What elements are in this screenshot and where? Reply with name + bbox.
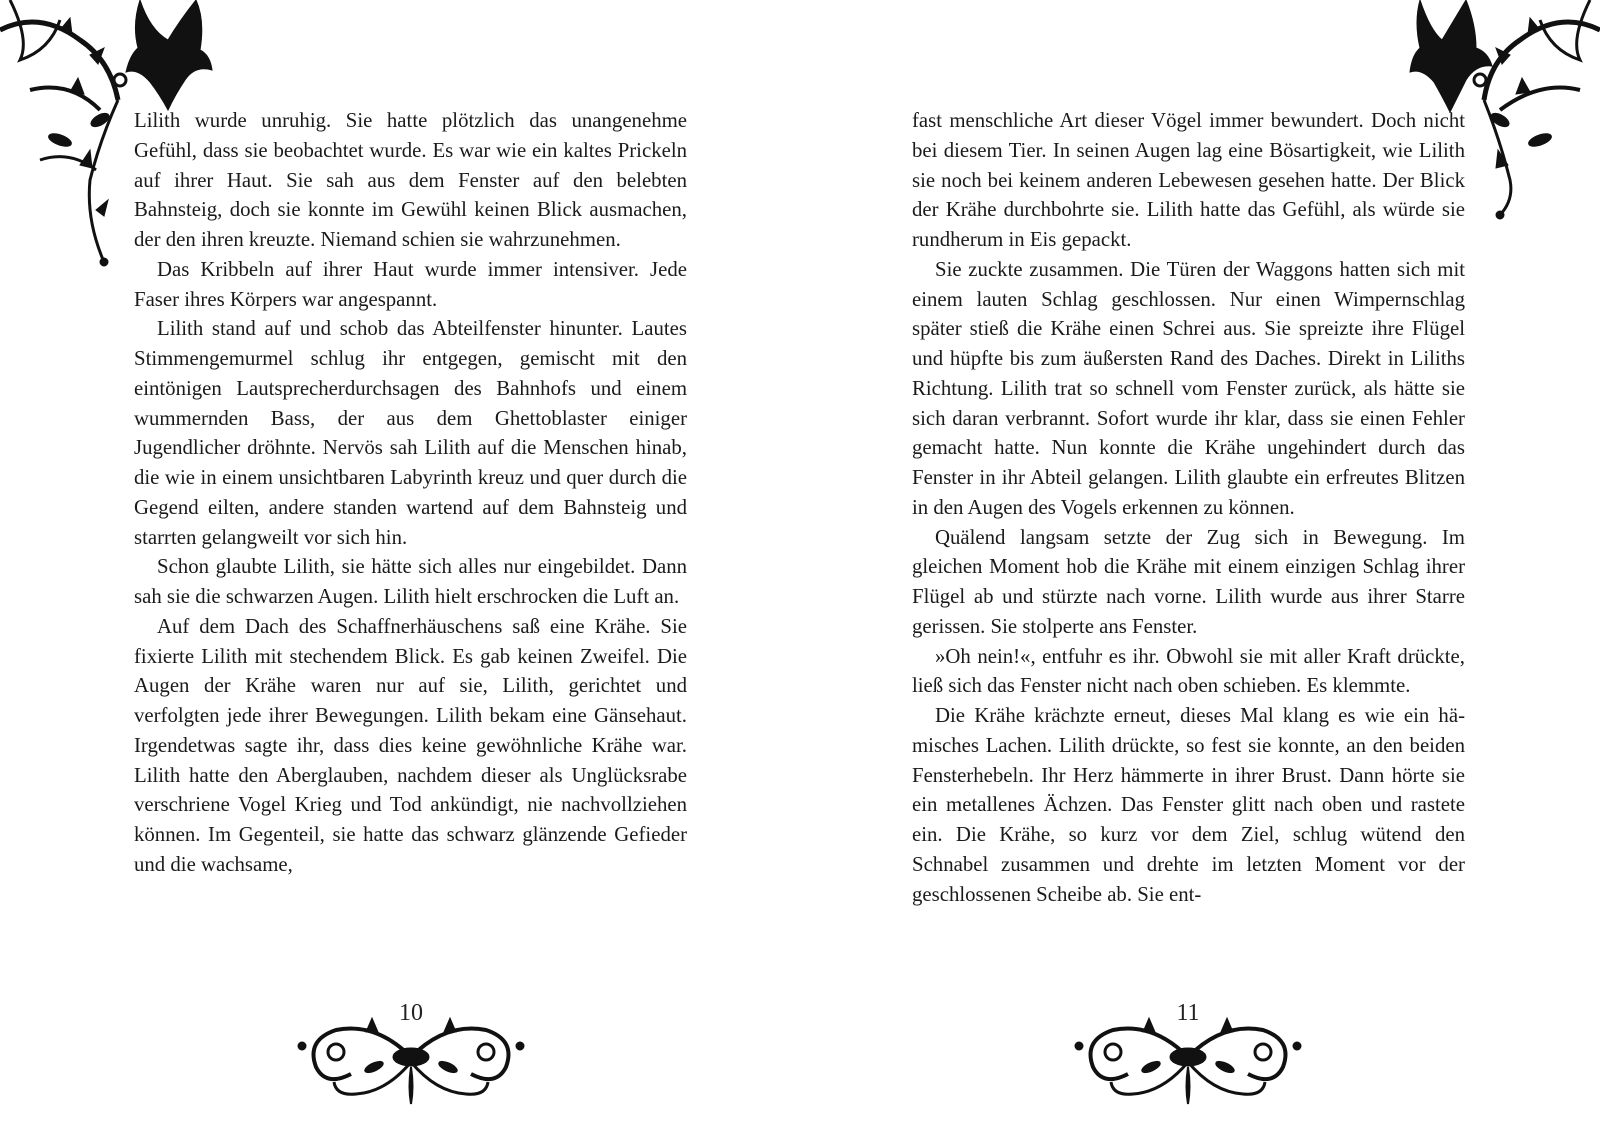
flourish-ornament-icon — [296, 1012, 526, 1112]
right-page-text — [912, 106, 1465, 909]
paragraph: fast menschliche Art dieser Vögel immer bewundert. Doch nicht bei diesem Tier. In seinen Augen lag eine Bösartigkeit, wie Lilith sie noch bei keinem anderen Lebewesen gesehen hatte. Der Blick der Krähe durchbohrte sie. Lilith hatte das Gefühl, als würde sie rundherum in Eis gepackt. — [912, 109, 1465, 251]
paragraph: Schon glaubte Lilith, sie hätte sich alles nur eingebildet. Dann sah sie die schwarzen Augen. Lilith hielt erschrocken die Luft an. — [134, 555, 687, 608]
paragraph: Lilith wurde unruhig. Sie hatte plötzlich das unangenehme Gefühl, dass sie beobachtet wurde. Es war wie ein kaltes Prickeln auf ihrer Haut. Sie sah aus dem Fenster auf den belebten Bahnsteig, doch sie konnte im Gewühl keinen Blick ausmachen, der den ihren kreuzte. Niemand schien sie wahrzunehmen. — [134, 109, 687, 251]
page-number: 10 — [399, 1000, 423, 1026]
paragraph: Das Kribbeln auf ihrer Haut wurde immer intensiver. Jede Faser ihres Körpers war angespannt. — [134, 257, 687, 311]
left-page-text — [134, 106, 687, 880]
paragraph: Auf dem Dach des Schaffnerhäuschens saß eine Krähe. Sie fixierte Lilith mit stechendem Blick. Es gab keinen Zweifel. Die Augen der Krähe waren nur auf sie, Lilith, gerichtet und verfolgten jede ihrer Bewegungen. Lilith bekam eine Gänsehaut. Irgendetwas sagte ihr, dass dies keine gewöhnliche Krähe war. Lilith hatte den Aberglauben, nachdem dieser als Unglücksrabe verschriene Vogel Krieg und Tod ankündigt, nie nachvollziehen können. Im Gegenteil, sie hatte das schwarz glänzende Gefieder und die wachsame, — [134, 614, 687, 876]
paragraph: Quälend langsam setzte der Zug sich in Bewegung. Im gleichen Moment hob die Krähe mit einem einzigen Schlag ihrer Flügel ab und stürzte nach vorne. Lilith wurde aus ihrer Starre gerissen. Sie stolperte ans Fenster. — [912, 525, 1465, 638]
flourish-ornament-icon — [1073, 1012, 1303, 1112]
paragraph: Die Krähe krächzte erneut, dieses Mal klang es wie ein hämisches Lachen. Lilith drückte, so fest sie konnte, an den beiden Fensterhebeln. Ihr Herz hämmerte in ihrer Brust. Dann hörte sie ein metallenes Ächzen. Das Fenster glitt nach oben und rastete ein. Die Krähe, so kurz vor dem Ziel, schlug wütend den Schnabel zusammen und drehte im letzten Moment vor der geschlossenen Scheibe ab. Sie ent- — [912, 704, 1465, 906]
paragraph: Sie zuckte zusammen. Die Türen der Waggons hatten sich mit einem lauten Schlag geschlossen. Nur einen Wimpernschlag später stieß die Krähe einen Schrei aus. Sie spreizte ihre Flügel und hüpfte bis zum äußersten Rand des Daches. Direkt in Liliths Richtung. Lilith trat so schnell vom Fenster zurück, als hätte sie sich daran verbrannt. Sofort wurde ihr klar, dass sie einen Fehler gemacht hatte. Nun konnte die Krähe ungehindert durch das Fenster in ihr Abteil gelangen. Lilith glaubte ein erfreutes Blitzen in den Augen des Vogels erkennen zu können. — [912, 257, 1465, 519]
paragraph: Lilith stand auf und schob das Abteilfenster hinunter. Lautes Stimmengemurmel schlug ihr entgegen, gemischt mit den eintönigen Lautsprecherdurchsagen des Bahnhofs und einem wummernden Bass, der aus dem Ghettoblaster einiger Jugendlicher dröhnte. Nervös sah Lilith auf die Menschen hinab, die wie in einem unsichtbaren Labyrinth kreuz und quer durch die Gegend eilten, andere standen wartend auf dem Bahnsteig und starrten gelangweilt vor sich hin. — [134, 317, 687, 549]
paragraph: »Oh nein!«, entfuhr es ihr. Obwohl sie mit aller Kraft drückte, ließ sich das Fenster nicht nach oben schieben. Es klemmte. — [912, 644, 1465, 698]
page-number: 11 — [1176, 1000, 1200, 1026]
right-page — [800, 0, 1600, 1138]
